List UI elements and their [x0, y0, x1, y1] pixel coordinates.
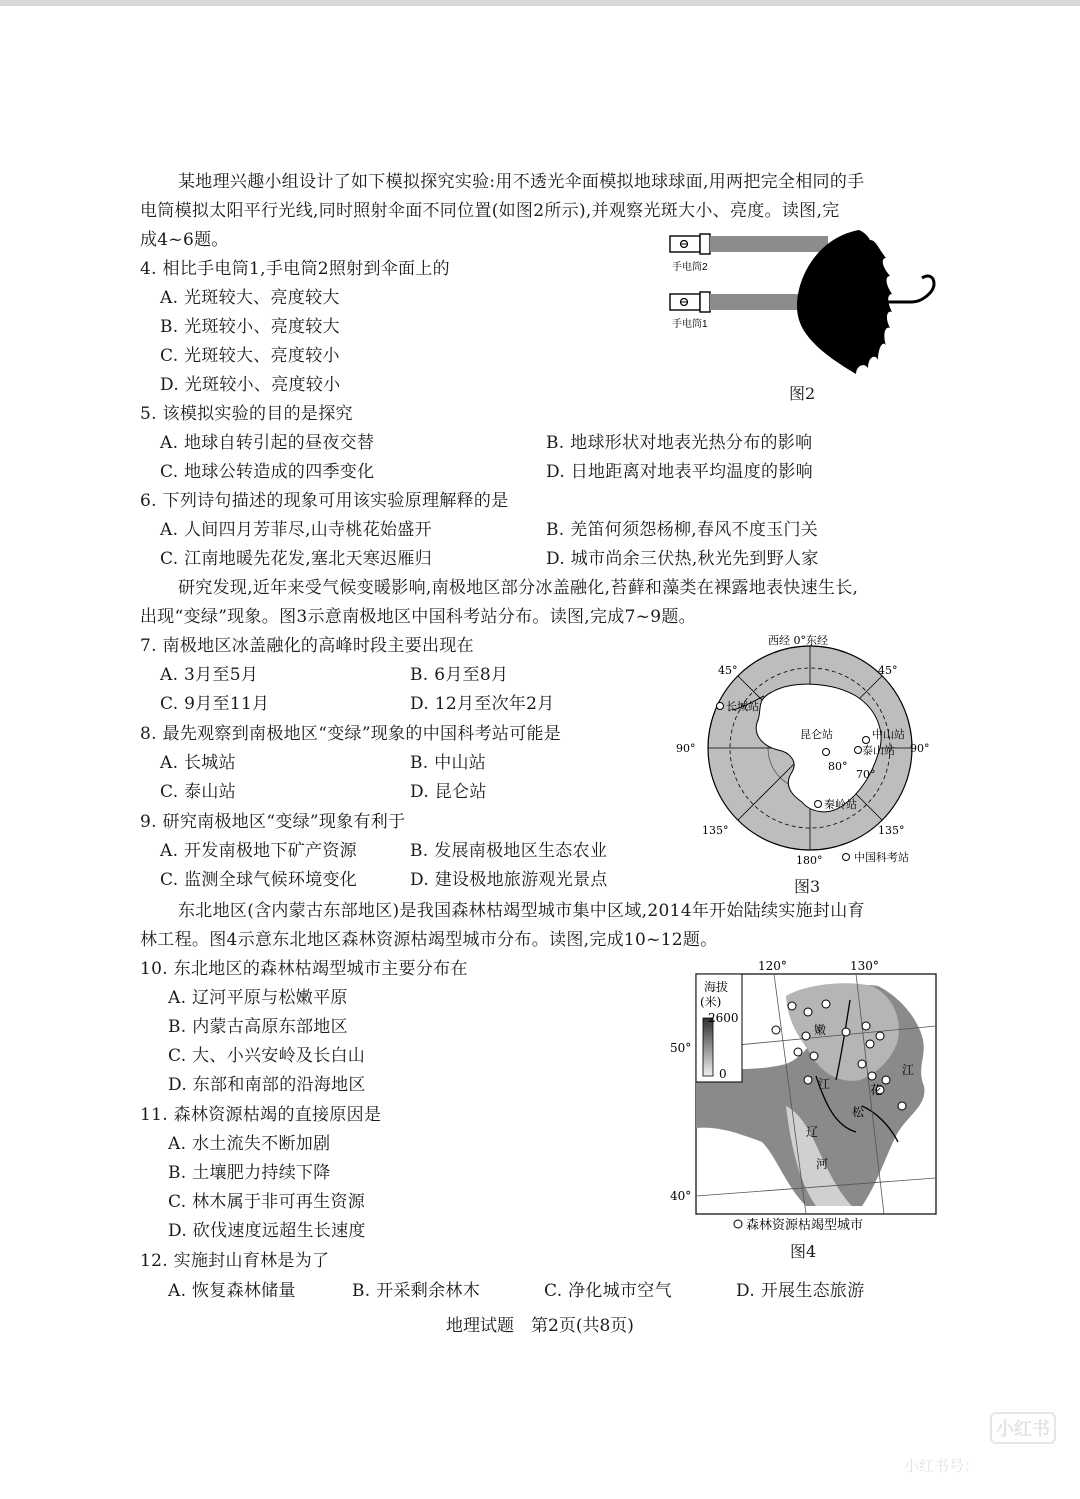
- q4-option-c: C. 光斑较大、亮度较小: [160, 346, 340, 366]
- q5-option-c: C. 地球公转造成的四季变化: [160, 462, 375, 482]
- label-station-zhongshan: 中山站: [872, 728, 905, 741]
- figure-4-legend: 森林资源枯竭型城市: [746, 1218, 864, 1233]
- q12-option-c: C. 净化城市空气: [544, 1281, 672, 1301]
- river-label-hua: 花: [870, 1083, 883, 1097]
- q5-option-a: A. 地球自转引起的昼夜交替: [160, 433, 375, 453]
- river-label-liao: 辽: [806, 1125, 819, 1139]
- intro3-line2: 林工程。图4示意东北地区森林资源枯竭型城市分布。读图,完成10~12题。: [140, 930, 718, 950]
- river-label-jiang: 江: [818, 1077, 831, 1091]
- label-lat70: 70°: [856, 768, 876, 781]
- intro2-line2: 出现“变绿”现象。图3示意南极地区中国科考站分布。读图,完成7~9题。: [140, 607, 696, 627]
- q9-stem: 9. 研究南极地区“变绿”现象有利于: [140, 812, 406, 832]
- q4-option-b: B. 光斑较小、亮度较大: [160, 317, 340, 337]
- label-station-qinling: 秦岭站: [824, 798, 857, 811]
- q8-option-d: D. 昆仑站: [410, 782, 487, 802]
- river-label-jiang-2: 江: [902, 1063, 915, 1077]
- q4-option-a: A. 光斑较大、亮度较大: [160, 288, 340, 308]
- q11-stem: 11. 森林资源枯竭的直接原因是: [140, 1105, 382, 1125]
- q12-option-d: D. 开展生态旅游: [736, 1281, 865, 1301]
- q12-stem: 12. 实施封山育林是为了: [140, 1251, 330, 1271]
- q6-option-a: A. 人间四月芳菲尽,山寺桃花始盛开: [160, 520, 432, 540]
- legend-title-altitude: 海拔: [704, 980, 729, 994]
- intro3-line1: 东北地区(含内蒙古东部地区)是我国森林枯竭型城市集中区域,2014年开始陆续实施封山育: [178, 901, 865, 921]
- q10-option-a: A. 辽河平原与松嫩平原: [168, 988, 348, 1008]
- intro1-line3: 成4~6题。: [140, 230, 229, 250]
- legend-title-unit: (米): [700, 995, 722, 1009]
- label-lat-50: 50°: [670, 1041, 692, 1055]
- q10-option-d: D. 东部和南部的沿海地区: [168, 1075, 366, 1095]
- river-label-he: 河: [816, 1157, 829, 1171]
- river-label-song: 松: [852, 1105, 865, 1119]
- q11-option-b: B. 土壤肥力持续下降: [168, 1163, 331, 1183]
- label-45e: 45°: [878, 664, 898, 677]
- label-135w: 135°: [702, 824, 729, 837]
- q8-option-b: B. 中山站: [410, 753, 487, 773]
- figure-2-flashlight-umbrella: [664, 226, 944, 378]
- legend-min: 0: [719, 1067, 727, 1081]
- figure-4-caption: 图4: [790, 1242, 817, 1261]
- label-flashlight-1: 手电筒1: [672, 319, 708, 330]
- legend-max: 2600: [708, 1011, 739, 1025]
- figure-3-antarctica-map: [672, 634, 940, 870]
- intro1-line1: 某地理兴趣小组设计了如下模拟探究实验:用不透光伞面模拟地球球面,用两把完全相同的手: [178, 172, 865, 192]
- q11-option-a: A. 水土流失不断加剧: [168, 1134, 331, 1154]
- q12-option-a: A. 恢复森林储量: [168, 1281, 296, 1301]
- label-lat-40: 40°: [670, 1189, 692, 1203]
- label-station-kunlun: 昆仑站: [800, 728, 833, 741]
- figure-2-caption: 图2: [789, 384, 816, 403]
- q6-option-d: D. 城市尚余三伏热,秋光先到野人家: [546, 549, 819, 569]
- q11-option-d: D. 砍伐速度远超生长速度: [168, 1221, 366, 1241]
- q6-option-c: C. 江南地暖先花发,塞北天寒迟雁归: [160, 549, 433, 569]
- label-135e: 135°: [878, 824, 905, 837]
- q9-option-d: D. 建设极地旅游观光景点: [410, 870, 608, 890]
- label-45w: 45°: [718, 664, 738, 677]
- q7-stem: 7. 南极地区冰盖融化的高峰时段主要出现在: [140, 636, 474, 656]
- q10-option-b: B. 内蒙古高原东部地区: [168, 1017, 348, 1037]
- q4-stem: 4. 相比手电筒1,手电筒2照射到伞面上的: [140, 259, 450, 279]
- top-border: [0, 0, 1080, 6]
- label-lat80: 80°: [828, 760, 848, 773]
- label-lon-130: 130°: [850, 959, 879, 973]
- q8-stem: 8. 最先观察到南极地区“变绿”现象的中国科考站可能是: [140, 724, 562, 744]
- label-lon-120: 120°: [758, 959, 787, 973]
- q4-option-d: D. 光斑较小、亮度较小: [160, 375, 341, 395]
- q5-option-d: D. 日地距离对地表平均温度的影响: [546, 462, 813, 482]
- q8-option-a: A. 长城站: [160, 753, 236, 773]
- q7-option-d: D. 12月至次年2月: [410, 694, 555, 714]
- q7-option-b: B. 6月至8月: [410, 665, 509, 685]
- label-90w: 90°: [676, 742, 696, 755]
- q12-option-b: B. 开采剩余林木: [352, 1281, 480, 1301]
- q10-option-c: C. 大、小兴安岭及长白山: [168, 1046, 366, 1066]
- page-footer: 地理试题 第2页(共8页): [446, 1316, 634, 1336]
- q6-option-b: B. 羌笛何须怨杨柳,春风不度玉门关: [546, 520, 819, 540]
- figure-4-northeast-china-map: [666, 956, 944, 1236]
- q9-option-c: C. 监测全球气候环境变化: [160, 870, 358, 890]
- label-top-meridian: 西经 0°东经: [768, 634, 828, 647]
- q6-stem: 6. 下列诗句描述的现象可用该实验原理解释的是: [140, 491, 509, 511]
- watermark-logo: 小红书: [990, 1412, 1056, 1444]
- label-90e: 90°: [910, 742, 930, 755]
- label-flashlight-2: 手电筒2: [672, 262, 708, 273]
- q10-stem: 10. 东北地区的森林枯竭型城市主要分布在: [140, 959, 468, 979]
- figure-3-legend: 中国科考站: [854, 851, 909, 864]
- river-label-nen: 嫩: [814, 1023, 827, 1037]
- label-station-changcheng: 长城站: [726, 700, 759, 713]
- q5-option-b: B. 地球形状对地表光热分布的影响: [546, 433, 813, 453]
- q7-option-c: C. 9月至11月: [160, 694, 270, 714]
- label-station-taishan: 泰山站: [862, 744, 895, 757]
- q9-option-b: B. 发展南极地区生态农业: [410, 841, 608, 861]
- q8-option-c: C. 泰山站: [160, 782, 237, 802]
- q5-stem: 5. 该模拟实验的目的是探究: [140, 404, 353, 424]
- q11-option-c: C. 林木属于非可再生资源: [168, 1192, 366, 1212]
- q7-option-a: A. 3月至5月: [160, 665, 259, 685]
- label-180: 180°: [796, 854, 823, 867]
- intro1-line2: 电筒模拟太阳平行光线,同时照射伞面不同位置(如图2所示),并观察光斑大小、亮度。读图,完: [140, 201, 840, 221]
- q9-option-a: A. 开发南极地下矿产资源: [160, 841, 357, 861]
- watermark-user: 小红书号：: [904, 1457, 980, 1475]
- intro2-line1: 研究发现,近年来受气候变暖影响,南极地区部分冰盖融化,苔藓和藻类在裸露地表快速生长,: [178, 578, 859, 598]
- figure-3-caption: 图3: [794, 877, 821, 896]
